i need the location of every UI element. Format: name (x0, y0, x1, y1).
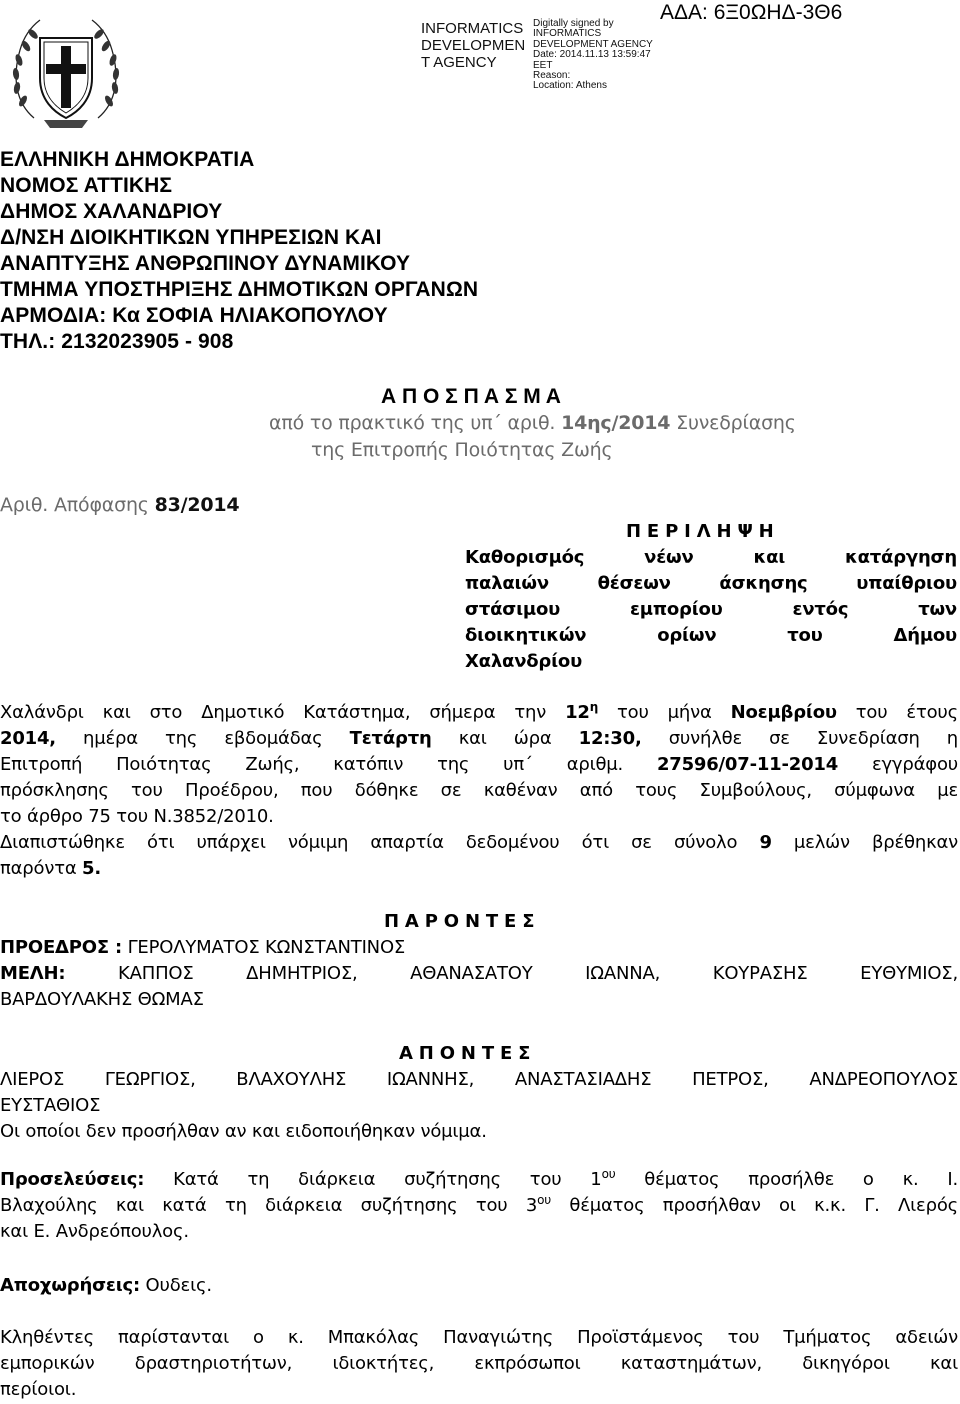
absent-note: Οι οποίοι δεν προσήλθαν αν και ειδοποιήθηκαν νόμιμα. (0, 1121, 487, 1142)
summary-title: Π Ε Ρ Ι Λ Η Ψ Η (626, 521, 774, 542)
summary-line: παλαιών θέσεων άσκησης υπαίθριου (465, 573, 957, 594)
members-line: ΒΑΡΔΟΥΛΑΚΗΣ ΘΩΜΑΣ (0, 989, 204, 1010)
digital-signature-details (533, 19, 653, 92)
decision-number: Αριθ. Απόφασης 83/2014 (0, 494, 240, 516)
issuer-header (0, 147, 478, 355)
quorum-line: Διαπιστώθηκε ότι υπάρχει νόμιμη απαρτία δεδομένου ότι σε σύνολο 9 μελών βρέθηκαν (0, 832, 959, 853)
summary-line: στάσιμου εμπορίου εντός των (465, 599, 957, 620)
absent-line: ΛΙΕΡΟΣ ΓΕΩΡΓΙΟΣ, ΒΛΑΧΟΥΛΗΣ ΙΩΑΝΝΗΣ, ΑΝΑΣΤΑΣΙΑΔΗΣ ΠΕΤΡΟΣ, ΑΝΔΡΕΟΠΟΥΛΟΣ (0, 1069, 958, 1090)
summary-line: Χαλανδρίου (465, 651, 583, 672)
header-line: ΕΛΛΗΝΙΚΗ ΔΗΜΟΚΡΑΤΙΑ (0, 148, 255, 171)
header-line: ΑΝΑΠΤΥΞΗΣ ΑΝΘΡΩΠΙΝΟΥ ΔΥΝΑΜΙΚΟΥ (0, 252, 411, 275)
summary-text (465, 545, 957, 675)
excerpt-line-2: της Επιτροπής Ποιότητας Ζωής (311, 439, 613, 461)
meeting-line: το άρθρο 75 του Ν.3852/2010. (0, 806, 274, 827)
meeting-line: πρόσκλησης του Προέδρου, που δόθηκε σε καθέναν από τους Συμβούλους, σύμφωνα με (0, 780, 958, 801)
invited-line: εμπορικών δραστηριοτήτων, ιδιοκτήτες, εκπρόσωποι καταστημάτων, δικηγόροι και (0, 1353, 958, 1374)
absent-list (0, 1067, 958, 1145)
signer-line: DEVELOPMEN (421, 37, 526, 54)
sig-line: Date: 2014.11.13 13:59:47 (533, 49, 651, 61)
sig-line: INFORMATICS (533, 28, 602, 40)
ada-code: ΑΔΑ: 6Ξ0ΩΗΔ-3Θ6 (660, 1, 843, 24)
arrivals-paragraph (0, 1167, 958, 1245)
sig-line: Reason: (533, 70, 571, 82)
present-list (0, 935, 958, 1013)
invited-paragraph (0, 1325, 958, 1403)
summary-line: Καθορισμός νέων και κατάργηση (465, 547, 957, 568)
meeting-line: Επιτροπή Ποιότητας Ζωής, κατόπιν της υπ΄ αριθμ. 27596/07-11-2014 εγγράφου (0, 754, 958, 775)
president-line: ΠΡΟΕΔΡΟΣ : ΓΕΡΟΛΥΜΑΤΟΣ ΚΩΝΣΤΑΝΤΙΝΟΣ (0, 937, 406, 958)
meeting-line: Χαλάνδρι και στο Δημοτικό Κατάστημα, σήμερα την $12^\eta$ του μήνα Νοεμβρίου του έτους (0, 700, 958, 723)
sig-line: DEVELOPMENT AGENCY (533, 38, 653, 50)
emblem-icon (4, 8, 128, 136)
absent-line: ΕΥΣΤΑΘΙΟΣ (0, 1095, 101, 1116)
excerpt-title: Α Π Ο Σ Π Α Σ Μ Α (381, 385, 561, 408)
quorum-line: παρόντα 5. (0, 858, 101, 879)
invited-line: περίοιοι. (0, 1379, 77, 1400)
greek-emblem (4, 8, 128, 136)
header-line: ΝΟΜΟΣ ΑΤΤΙΚΗΣ (0, 174, 173, 197)
signer-line: T AGENCY (421, 54, 497, 71)
meeting-line: 2014, ημέρα της εβδομάδας Τετάρτη και ώρα 12:30, συνήλθε σε Συνεδρίαση η (0, 728, 959, 749)
header-line: ΤΗΛ.: 2132023905 - 908 (0, 330, 234, 353)
header-line: Δ/ΝΣΗ ΔΙΟΙΚΗΤΙΚΩΝ ΥΠΗΡΕΣΙΩΝ ΚΑΙ (0, 226, 382, 249)
meeting-paragraph (0, 700, 958, 882)
signer-name (421, 20, 525, 71)
header-line: ΤΜΗΜΑ ΥΠΟΣΤΗΡΙΞΗΣ ΔΗΜΟΤΙΚΩΝ ΟΡΓΑΝΩΝ (0, 278, 479, 301)
header-line: ΑΡΜΟΔΙΑ: Κα ΣΟΦΙΑ ΗΛΙΑΚΟΠΟΥΛΟΥ (0, 304, 388, 327)
sig-line: Digitally signed by (533, 18, 614, 29)
arrivals-line: και Ε. Ανδρεόπουλος. (0, 1221, 189, 1242)
header-line: ΔΗΜΟΣ ΧΑΛΑΝΔΡΙΟΥ (0, 200, 223, 223)
invited-line: Κληθέντες παρίστανται ο κ. Μπακόλας Παναγιώτης Προϊστάμενος του Τμήματος αδειών (0, 1327, 958, 1348)
arrivals-line: Βλαχούλης και κατά τη διάρκεια συζήτησης του $3^{o\upsilon}$ θέματος προσήλθαν οι κ.κ. Γ. Λιερός (0, 1193, 958, 1216)
members-line: ΜΕΛΗ: ΚΑΠΠΟΣ ΔΗΜΗΤΡΙΟΣ, ΑΘΑΝΑΣΑΤΟΥ ΙΩΑΝΝΑ, ΚΟΥΡΑΣΗΣ ΕΥΘΥΜΙΟΣ, (0, 963, 958, 984)
present-title: Π Α Ρ Ο Ν Τ Ε Σ (384, 911, 535, 932)
arrivals-line: Προσελεύσεις: Κατά τη διάρκεια συζήτησης του $1^{o\upsilon}$ θέματος προσήλθε ο κ. Ι. (0, 1167, 958, 1190)
absent-title: Α Π Ο Ν Τ Ε Σ (399, 1043, 531, 1064)
sig-line: Location: Athens (533, 80, 607, 92)
summary-line: διοικητικών ορίων του Δήμου (465, 625, 957, 646)
sig-line: EET (533, 59, 553, 71)
excerpt-line-1: από το πρακτικό της υπ΄ αριθ. 14ης/2014 Συνεδρίασης (269, 412, 796, 434)
signer-line: INFORMATICS (421, 20, 524, 37)
departures-line: Αποχωρήσεις: Ουδεις. (0, 1275, 212, 1296)
